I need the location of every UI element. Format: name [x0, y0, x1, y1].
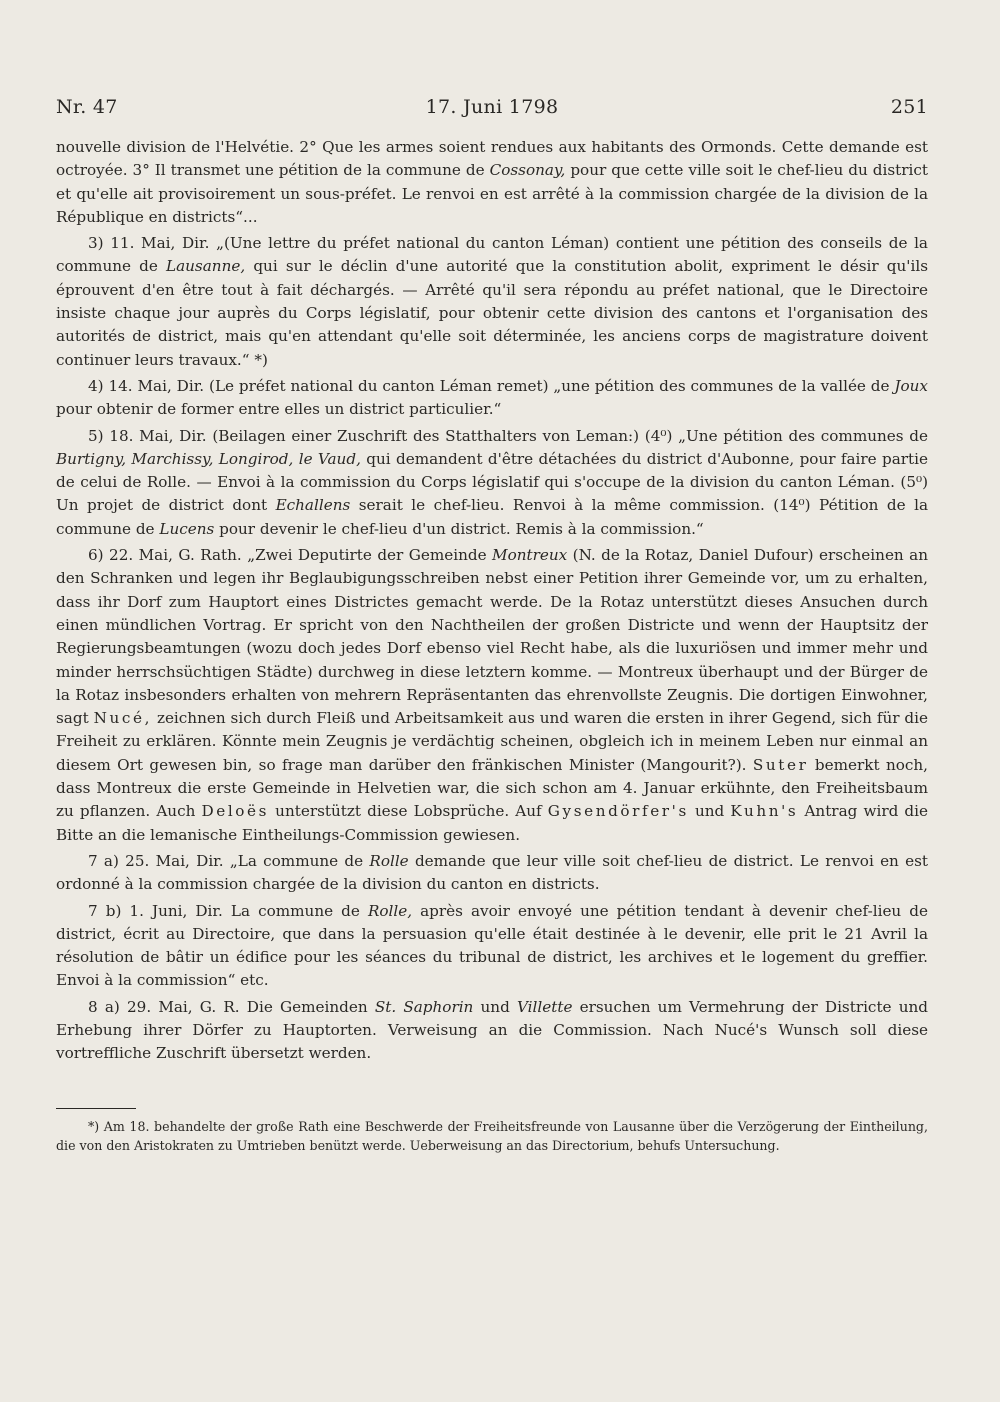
- paragraph-entry-7a: 7 a) 25. Mai, Dir. „La commune de Rolle demande que leur ville soit chef-lieu de district. Le renvoi en est ordonné à la commission chargée de la division du canton en districts.: [56, 851, 928, 894]
- header-date: 17. Juni 1798: [425, 96, 559, 118]
- paragraph-entry-4: 4) 14. Mai, Dir. (Le préfet national du canton Léman remet) „une pétition des communes de la vallée de Joux pour obtenir de former entre elles un district particulier.“: [56, 376, 928, 419]
- footnote: *) Am 18. behandelte der große Rath eine Beschwerde der Freiheitsfreunde von Lausanne über die Verzögerung der Eintheilung, die von den Aristokraten zu Umtrieben benützt werde. Ueberweisung an das Directorium, behufs Untersuchung.: [56, 1119, 928, 1153]
- page-number: 251: [890, 96, 928, 118]
- document-number: Nr. 47: [56, 96, 118, 118]
- paragraph-entry-3: 3) 11. Mai, Dir. „(Une lettre du préfet national du canton Léman) contient une pétition des conseils de la commune de Lausanne, qui sur le déclin d'une autorité que la constitution abolit, expriment le désir qu'ils éprouvent d'en être tout à fait déchargés. — Arrêté qu'il sera répondu au préfet national, que le Directoire insiste chaque jour auprès du Corps législatif, pour obtenir cette division des cantons et l'organisation des autorités de district, mais qu'en attendant qu'elle soit déterminée, les anciens corps de magistrature doivent continuer leurs travaux.“ *): [56, 234, 928, 369]
- paragraph-entry-6: 6) 22. Mai, G. Rath. „Zwei Deputirte der Gemeinde Montreux (N. de la Rotaz, Daniel Dufour) erscheinen an den Schranken und legen ihr Beglaubigungsschreiben nebst einer Petition ihrer Gemeinde vor, um zu erhalten, dass ihr Dorf zum Hauptort eines Districtes gemacht werde. De la Rotaz unterstützt dieses Ansuchen durch einen mündlichen Vortrag. Er spricht von den Nachtheilen der großen Districte und wenn der Hauptsitz der Regierungsbeamtungen (wozu doch jedes Dorf ebenso viel Recht habe, als die luxuriösen und immer mehr und minder herrschsüchtigen Städte) durchweg in diese letztern komme. — Montreux überhaupt und der Bürger de la Rotaz insbesonders erhalten von mehrern Repräsentanten das ehrenvollste Zeugnis. Die dortigen Einwohner, sagt Nucé, zeichnen sich durch Fleiß und Arbeitsamkeit aus und waren die ersten in ihrer Gegend, sich für die Freiheit zu erklären. Könnte mein Zeugnis je verdächtig scheinen, obgleich ich in meinem Leben nur einmal an diesem Ort gewesen bin, so frage man darüber den fränkischen Minister (Mangourit?). Suter bemerkt noch, dass Montreux die erste Gemeinde in Helvetien war, die sich schon am 4. Januar erkühnte, den Freiheitsbaum zu pflanzen. Auch Deloës unterstützt diese Lobsprüche. Auf Gysendörfer's und Kuhn's Antrag wird die Bitte an die lemanische Eintheilungs-Commission gewiesen.: [56, 546, 928, 844]
- body-text: [56, 136, 928, 1069]
- footnote-divider: [56, 1108, 136, 1109]
- paragraph-entry-7b: 7 b) 1. Juni, Dir. La commune de Rolle, après avoir envoyé une pétition tendant à devenir chef-lieu de district, écrit au Directoire, que dans la persuasion qu'elle était destinée à le devenir, elle prit le 21 Avril la résolution de bâtir un édifice pour les séances du tribunal de district, les archives et le logement du greffier. Envoi à la commission“ etc.: [56, 901, 928, 990]
- running-header: [56, 96, 928, 122]
- paragraph-continuation: nouvelle division de l'Helvétie. 2° Que les armes soient rendues aux habitants des Ormonds. Cette demande est octroyée. 3° Il transmet une pétition de la commune de Cossonay, pour que cette ville soit le chef-lieu du district et qu'elle ait provisoirement un sous-préfet. Le renvoi en est arrêté à la commission chargée de la division de la République en districts“...: [56, 138, 928, 226]
- paragraph-entry-8a: 8 a) 29. Mai, G. R. Die Gemeinden St. Saphorin und Villette ersuchen um Vermehrung der Districte und Erhebung ihrer Dörfer zu Hauptorten. Verweisung an die Commission. Nach Nucé's Wunsch soll diese vortreffliche Zuschrift übersetzt werden.: [56, 997, 928, 1063]
- paragraph-entry-5: 5) 18. Mai, Dir. (Beilagen einer Zuschrift des Statthalters von Leman:) (4⁰) „Une pétition des communes de Burtigny, Marchissy, Longirod, le Vaud, qui demandent d'être détachées du district d'Aubonne, pour faire partie de celui de Rolle. — Envoi à la commission du Corps législatif qui s'occupe de la division du canton Léman. (5⁰) Un projet de district dont Echallens serait le chef-lieu. Renvoi à la même commission. (14⁰) Pétition de la commune de Lucens pour devenir le chef-lieu d'un district. Remis à la commission.“: [56, 426, 928, 538]
